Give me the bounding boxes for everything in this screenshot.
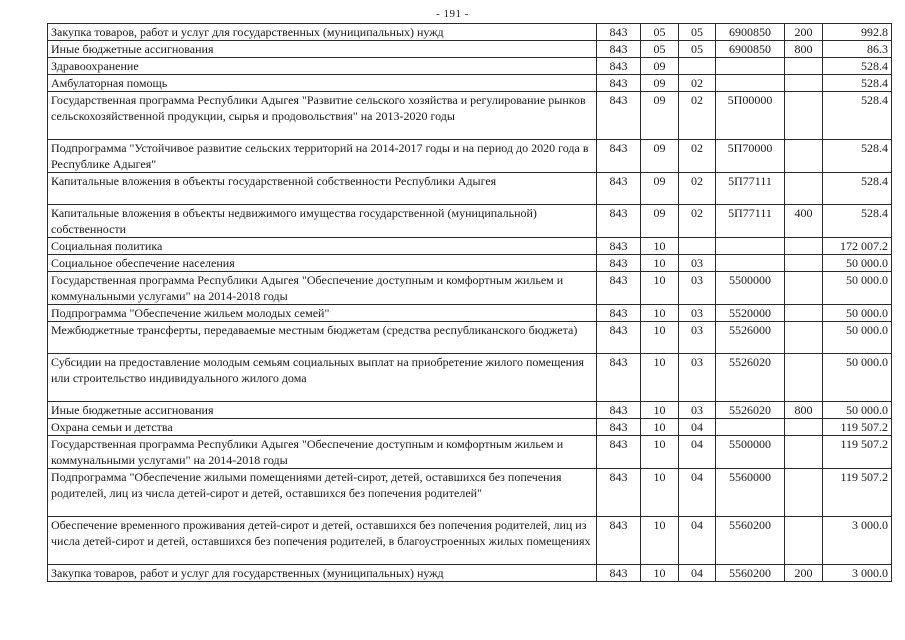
- target-article-cell: 5526020: [716, 354, 785, 402]
- section-code-cell: 10: [641, 419, 679, 436]
- expense-type-cell: 800: [785, 41, 823, 58]
- subsection-code-cell: 03: [679, 402, 716, 419]
- expense-type-cell: [785, 173, 823, 205]
- expense-type-cell: 800: [785, 402, 823, 419]
- department-code-cell: 843: [597, 205, 641, 238]
- target-article-cell: 5560000: [716, 469, 785, 517]
- subsection-code-cell: 05: [679, 24, 716, 41]
- subsection-code-cell: 02: [679, 140, 716, 173]
- department-code-cell: 843: [597, 41, 641, 58]
- section-code-cell: 10: [641, 402, 679, 419]
- subsection-code-cell: [679, 238, 716, 255]
- subsection-code-cell: 02: [679, 205, 716, 238]
- expense-type-cell: [785, 272, 823, 305]
- section-code-cell: 10: [641, 354, 679, 402]
- expense-type-cell: [785, 517, 823, 565]
- section-code-cell: 09: [641, 173, 679, 205]
- item-name-cell: Иные бюджетные ассигнования: [48, 402, 597, 419]
- item-name-cell: Капитальные вложения в объекты недвижимого имущества государственной (муниципальной) собственности: [48, 205, 597, 238]
- expense-type-cell: [785, 436, 823, 469]
- subsection-code-cell: 04: [679, 469, 716, 517]
- item-name-cell: Социальная политика: [48, 238, 597, 255]
- department-code-cell: 843: [597, 140, 641, 173]
- table-row: [48, 173, 892, 205]
- amount-cell: 50 000.0: [823, 305, 892, 322]
- table-row: [48, 41, 892, 58]
- item-name-cell: Подпрограмма "Обеспечение жильем молодых семей": [48, 305, 597, 322]
- section-code-cell: 10: [641, 272, 679, 305]
- target-article-cell: 5560200: [716, 517, 785, 565]
- item-name-cell: Здравоохранение: [48, 58, 597, 75]
- expense-type-cell: 200: [785, 24, 823, 41]
- subsection-code-cell: 03: [679, 272, 716, 305]
- expense-type-cell: [785, 58, 823, 75]
- target-article-cell: 5П00000: [716, 92, 785, 140]
- department-code-cell: 843: [597, 322, 641, 354]
- table-row: [48, 436, 892, 469]
- item-name-cell: Субсидии на предоставление молодым семьям социальных выплат на приобретение жилого помещения или строительство индивидуального жилого дома: [48, 354, 597, 402]
- subsection-code-cell: 02: [679, 75, 716, 92]
- subsection-code-cell: 02: [679, 173, 716, 205]
- expense-type-cell: [785, 238, 823, 255]
- expense-type-cell: [785, 419, 823, 436]
- subsection-code-cell: 02: [679, 92, 716, 140]
- amount-cell: 992.8: [823, 24, 892, 41]
- section-code-cell: 10: [641, 305, 679, 322]
- department-code-cell: 843: [597, 58, 641, 75]
- expense-type-cell: 200: [785, 565, 823, 582]
- table-row: [48, 255, 892, 272]
- expense-type-cell: [785, 322, 823, 354]
- item-name-cell: Закупка товаров, работ и услуг для государственных (муниципальных) нужд: [48, 24, 597, 41]
- subsection-code-cell: 04: [679, 517, 716, 565]
- amount-cell: 3 000.0: [823, 517, 892, 565]
- target-article-cell: 5560200: [716, 565, 785, 582]
- section-code-cell: 10: [641, 517, 679, 565]
- target-article-cell: 5526020: [716, 402, 785, 419]
- item-name-cell: Подпрограмма "Обеспечение жилыми помещениями детей-сирот, детей, оставшихся без попечения родителей, лиц из числа детей-сирот и детей, оставшихся без попечения родителей": [48, 469, 597, 517]
- amount-cell: 50 000.0: [823, 322, 892, 354]
- subsection-code-cell: [679, 58, 716, 75]
- target-article-cell: [716, 419, 785, 436]
- target-article-cell: 6900850: [716, 41, 785, 58]
- amount-cell: 119 507.2: [823, 469, 892, 517]
- amount-cell: 86.3: [823, 41, 892, 58]
- target-article-cell: 6900850: [716, 24, 785, 41]
- department-code-cell: 843: [597, 469, 641, 517]
- department-code-cell: 843: [597, 517, 641, 565]
- expense-type-cell: [785, 92, 823, 140]
- table-row: [48, 75, 892, 92]
- item-name-cell: Иные бюджетные ассигнования: [48, 41, 597, 58]
- amount-cell: 172 007.2: [823, 238, 892, 255]
- section-code-cell: 10: [641, 255, 679, 272]
- department-code-cell: 843: [597, 354, 641, 402]
- section-code-cell: 10: [641, 565, 679, 582]
- item-name-cell: Подпрограмма "Устойчивое развитие сельских территорий на 2014-2017 годы и на период до 2020 года в Республике Адыгея": [48, 140, 597, 173]
- item-name-cell: Обеспечение временного проживания детей-сирот и детей, оставшихся без попечения родителей, лиц из числа детей-сирот и детей, оставшихся без попечения родителей, в благоустроенных жилых помещениях: [48, 517, 597, 565]
- amount-cell: 528.4: [823, 75, 892, 92]
- subsection-code-cell: 05: [679, 41, 716, 58]
- item-name-cell: Государственная программа Республики Адыгея "Обеспечение доступным и комфортным жильем и коммунальными услугами" на 2014-2018 годы: [48, 272, 597, 305]
- section-code-cell: 09: [641, 58, 679, 75]
- target-article-cell: 5П70000: [716, 140, 785, 173]
- page-number: - 191 -: [436, 8, 469, 20]
- department-code-cell: 843: [597, 173, 641, 205]
- amount-cell: 528.4: [823, 205, 892, 238]
- department-code-cell: 843: [597, 436, 641, 469]
- amount-cell: 528.4: [823, 140, 892, 173]
- department-code-cell: 843: [597, 565, 641, 582]
- amount-cell: 528.4: [823, 58, 892, 75]
- subsection-code-cell: 03: [679, 354, 716, 402]
- department-code-cell: 843: [597, 75, 641, 92]
- table-row: [48, 24, 892, 41]
- department-code-cell: 843: [597, 419, 641, 436]
- table-row: [48, 205, 892, 238]
- section-code-cell: 09: [641, 75, 679, 92]
- amount-cell: 3 000.0: [823, 565, 892, 582]
- amount-cell: 50 000.0: [823, 402, 892, 419]
- section-code-cell: 10: [641, 238, 679, 255]
- table-row: [48, 140, 892, 173]
- amount-cell: 50 000.0: [823, 272, 892, 305]
- item-name-cell: Охрана семьи и детства: [48, 419, 597, 436]
- table-row: [48, 469, 892, 517]
- expense-type-cell: [785, 75, 823, 92]
- section-code-cell: 09: [641, 205, 679, 238]
- department-code-cell: 843: [597, 238, 641, 255]
- table-row: [48, 419, 892, 436]
- target-article-cell: [716, 75, 785, 92]
- table-row: [48, 322, 892, 354]
- subsection-code-cell: 04: [679, 565, 716, 582]
- item-name-cell: Капитальные вложения в объекты государственной собственности Республики Адыгея: [48, 173, 597, 205]
- section-code-cell: 05: [641, 41, 679, 58]
- expense-type-cell: [785, 140, 823, 173]
- subsection-code-cell: 04: [679, 436, 716, 469]
- table-row: [48, 517, 892, 565]
- department-code-cell: 843: [597, 402, 641, 419]
- budget-table: [47, 23, 892, 582]
- section-code-cell: 10: [641, 469, 679, 517]
- table-row: [48, 565, 892, 582]
- department-code-cell: 843: [597, 305, 641, 322]
- subsection-code-cell: 03: [679, 305, 716, 322]
- target-article-cell: [716, 255, 785, 272]
- department-code-cell: 843: [597, 92, 641, 140]
- section-code-cell: 10: [641, 322, 679, 354]
- table-row: [48, 305, 892, 322]
- amount-cell: 528.4: [823, 173, 892, 205]
- expense-type-cell: 400: [785, 205, 823, 238]
- amount-cell: 119 507.2: [823, 436, 892, 469]
- section-code-cell: 09: [641, 92, 679, 140]
- expense-type-cell: [785, 469, 823, 517]
- amount-cell: 50 000.0: [823, 354, 892, 402]
- target-article-cell: 5П77111: [716, 173, 785, 205]
- target-article-cell: [716, 58, 785, 75]
- item-name-cell: Государственная программа Республики Адыгея "Развитие сельского хозяйства и регулирование рынков сельскохозяйственной продукции, сырья и продовольствия" на 2013-2020 годы: [48, 92, 597, 140]
- item-name-cell: Амбулаторная помощь: [48, 75, 597, 92]
- target-article-cell: [716, 238, 785, 255]
- target-article-cell: 5500000: [716, 272, 785, 305]
- expense-type-cell: [785, 255, 823, 272]
- amount-cell: 119 507.2: [823, 419, 892, 436]
- subsection-code-cell: 03: [679, 322, 716, 354]
- budget-table-body: [48, 24, 892, 582]
- amount-cell: 528.4: [823, 92, 892, 140]
- table-row: [48, 58, 892, 75]
- section-code-cell: 09: [641, 140, 679, 173]
- department-code-cell: 843: [597, 255, 641, 272]
- table-row: [48, 402, 892, 419]
- expense-type-cell: [785, 305, 823, 322]
- department-code-cell: 843: [597, 272, 641, 305]
- amount-cell: 50 000.0: [823, 255, 892, 272]
- section-code-cell: 05: [641, 24, 679, 41]
- item-name-cell: Государственная программа Республики Адыгея "Обеспечение доступным и комфортным жильем и коммунальными услугами" на 2014-2018 годы: [48, 436, 597, 469]
- item-name-cell: Закупка товаров, работ и услуг для государственных (муниципальных) нужд: [48, 565, 597, 582]
- table-row: [48, 354, 892, 402]
- subsection-code-cell: 04: [679, 419, 716, 436]
- target-article-cell: 5П77111: [716, 205, 785, 238]
- section-code-cell: 10: [641, 436, 679, 469]
- table-row: [48, 92, 892, 140]
- target-article-cell: 5500000: [716, 436, 785, 469]
- subsection-code-cell: 03: [679, 255, 716, 272]
- item-name-cell: Межбюджетные трансферты, передаваемые местным бюджетам (средства республиканского бюджета): [48, 322, 597, 354]
- department-code-cell: 843: [597, 24, 641, 41]
- expense-type-cell: [785, 354, 823, 402]
- item-name-cell: Социальное обеспечение населения: [48, 255, 597, 272]
- table-row: [48, 238, 892, 255]
- target-article-cell: 5520000: [716, 305, 785, 322]
- target-article-cell: 5526000: [716, 322, 785, 354]
- table-row: [48, 272, 892, 305]
